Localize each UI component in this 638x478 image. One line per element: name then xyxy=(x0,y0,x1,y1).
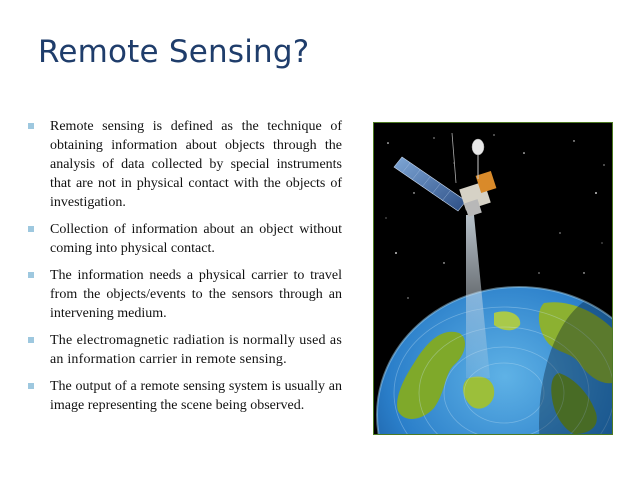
bullet-item xyxy=(28,266,342,323)
bullet-item xyxy=(28,377,342,415)
bullet-text: The output of a remote sensing system is usually an image representing the scene being observed. xyxy=(50,379,342,413)
bullet-marker-icon xyxy=(28,272,34,278)
satellite-over-earth-illustration-icon xyxy=(374,123,612,434)
satellite-earth-image xyxy=(373,122,613,435)
bullet-item xyxy=(28,220,342,258)
bullet-text: The electromagnetic radiation is normally used as an information carrier in remote sensing. xyxy=(50,333,342,367)
bullet-marker-icon xyxy=(28,123,34,129)
bullet-marker-icon xyxy=(28,383,34,389)
bullet-text: The information needs a physical carrier to travel from the objects/events to the sensors through an intervening medium. xyxy=(50,268,342,321)
slide-title: Remote Sensing? xyxy=(38,34,310,70)
bullet-item xyxy=(28,117,342,212)
bullet-marker-icon xyxy=(28,337,34,343)
bullet-text: Remote sensing is defined as the technique of obtaining information about objects through the analysis of data collected by special instruments that are not in physical contact with the objects of investigation. xyxy=(50,119,342,210)
bullet-marker-icon xyxy=(28,226,34,232)
bullet-item xyxy=(28,331,342,369)
bullet-text: Collection of information about an object without coming into physical contact. xyxy=(50,222,342,256)
bullet-list xyxy=(28,117,342,423)
